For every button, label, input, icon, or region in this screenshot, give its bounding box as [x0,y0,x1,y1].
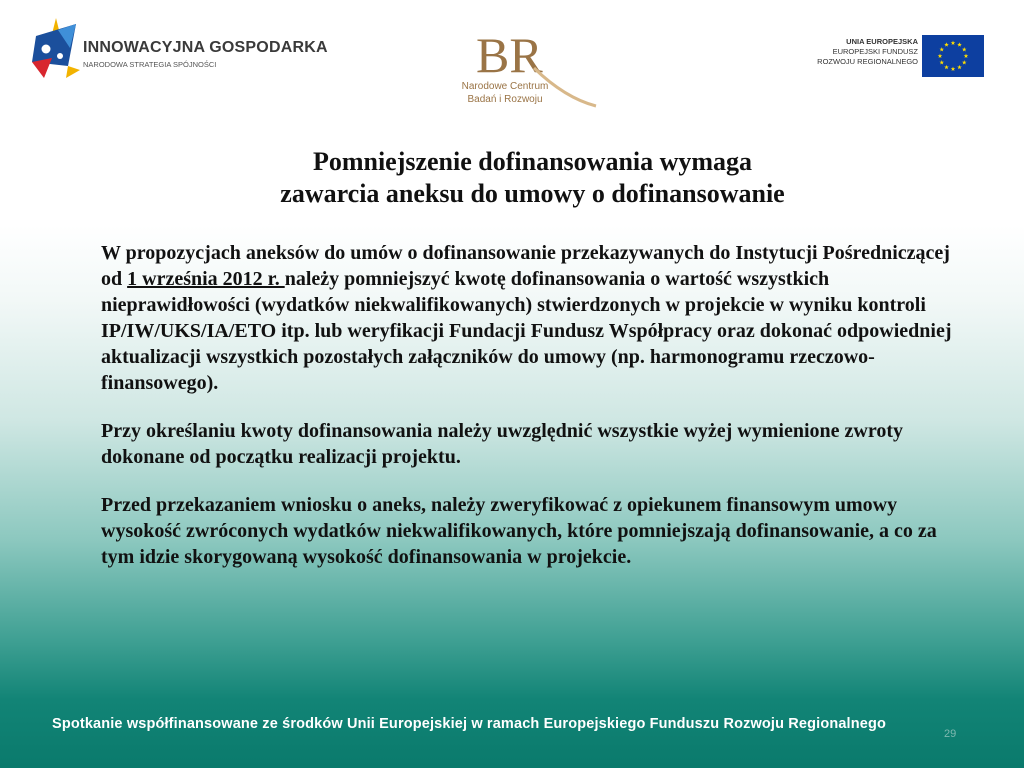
ig-logo-subtitle: NARODOWA STRATEGIA SPÓJNOŚCI [83,60,217,69]
slide-title-line1: Pomniejszenie dofinansowania wymaga [312,147,753,176]
paragraph-3: Przed przekazaniem wniosku o aneks, należy zweryfikować z opiekunem finansowym umowy wysokość zwróconych wydatków niekwalifikowanych, które pomniejszają dofinansowanie, a co za tym idzie skorygowaną wysokość dofinansowania w projekcie. [101,494,937,568]
eu-logo [800,32,990,80]
paragraph-2: Przy określaniu kwoty dofinansowania należy uwzględnić wszystkie wyżej wymienione zwroty dokonane od początku realizacji projektu. [101,420,904,468]
slide-body [101,240,961,592]
paragraph-1-start: W propozycjach aneksów do umów o dofinansowanie przekazywanych do Instytucji Pośredniczącej od [101,242,950,290]
slide-title-line2: zawarcia aneksu do umowy o dofinansowanie [280,179,785,208]
eu-flag-icon [922,35,984,77]
eu-logo-text [817,37,918,67]
paragraph-1 [101,240,961,396]
slide-title [100,146,965,210]
slide-number: 29 [944,728,957,740]
eu-logo-line3: ROZWOJU REGIONALNEGO [817,57,918,66]
ncbr-logo-name [440,80,570,106]
paragraph-1-end: należy pomniejszyć kwotę dofinansowania o wartość wszystkich nieprawidłowości (wydatków niekwalifikowanych) stwierdzonych w projekcie w wyniku kontroli IP/IW/UKS/IA/ETO itp. lub weryfikacji Fundacji Fundusz Współpracy oraz dokonać odpowiedniej aktualizacji wszystkich pozostałych załączników do umowy (np. harmonogramu rzeczowo-finansowego). [101,268,952,394]
innowacyjna-gospodarka-logo [30,18,330,88]
header [0,0,1024,120]
footer-text: Spotkanie współfinansowane ze środków Unii Europejskiej w ramach Europejskiego Funduszu Rozwoju Regionalnego [52,716,886,732]
eu-logo-line1: UNIA EUROPEJSKA [846,37,918,46]
deadline-date: 1 września 2012 r. [127,268,285,290]
ig-logo-name: INNOWACYJNA GOSPODARKA [83,39,328,56]
ncbr-logo-line2: Badań i Rozwoju [467,94,543,105]
eu-logo-line2: EUROPEJSKI FUNDUSZ [832,47,918,56]
ncbr-logo [440,20,610,115]
ncbr-logo-letters: BR [476,27,543,83]
ig-emblem-icon [30,18,82,84]
ncbr-logo-line1: Narodowe Centrum [461,81,549,92]
